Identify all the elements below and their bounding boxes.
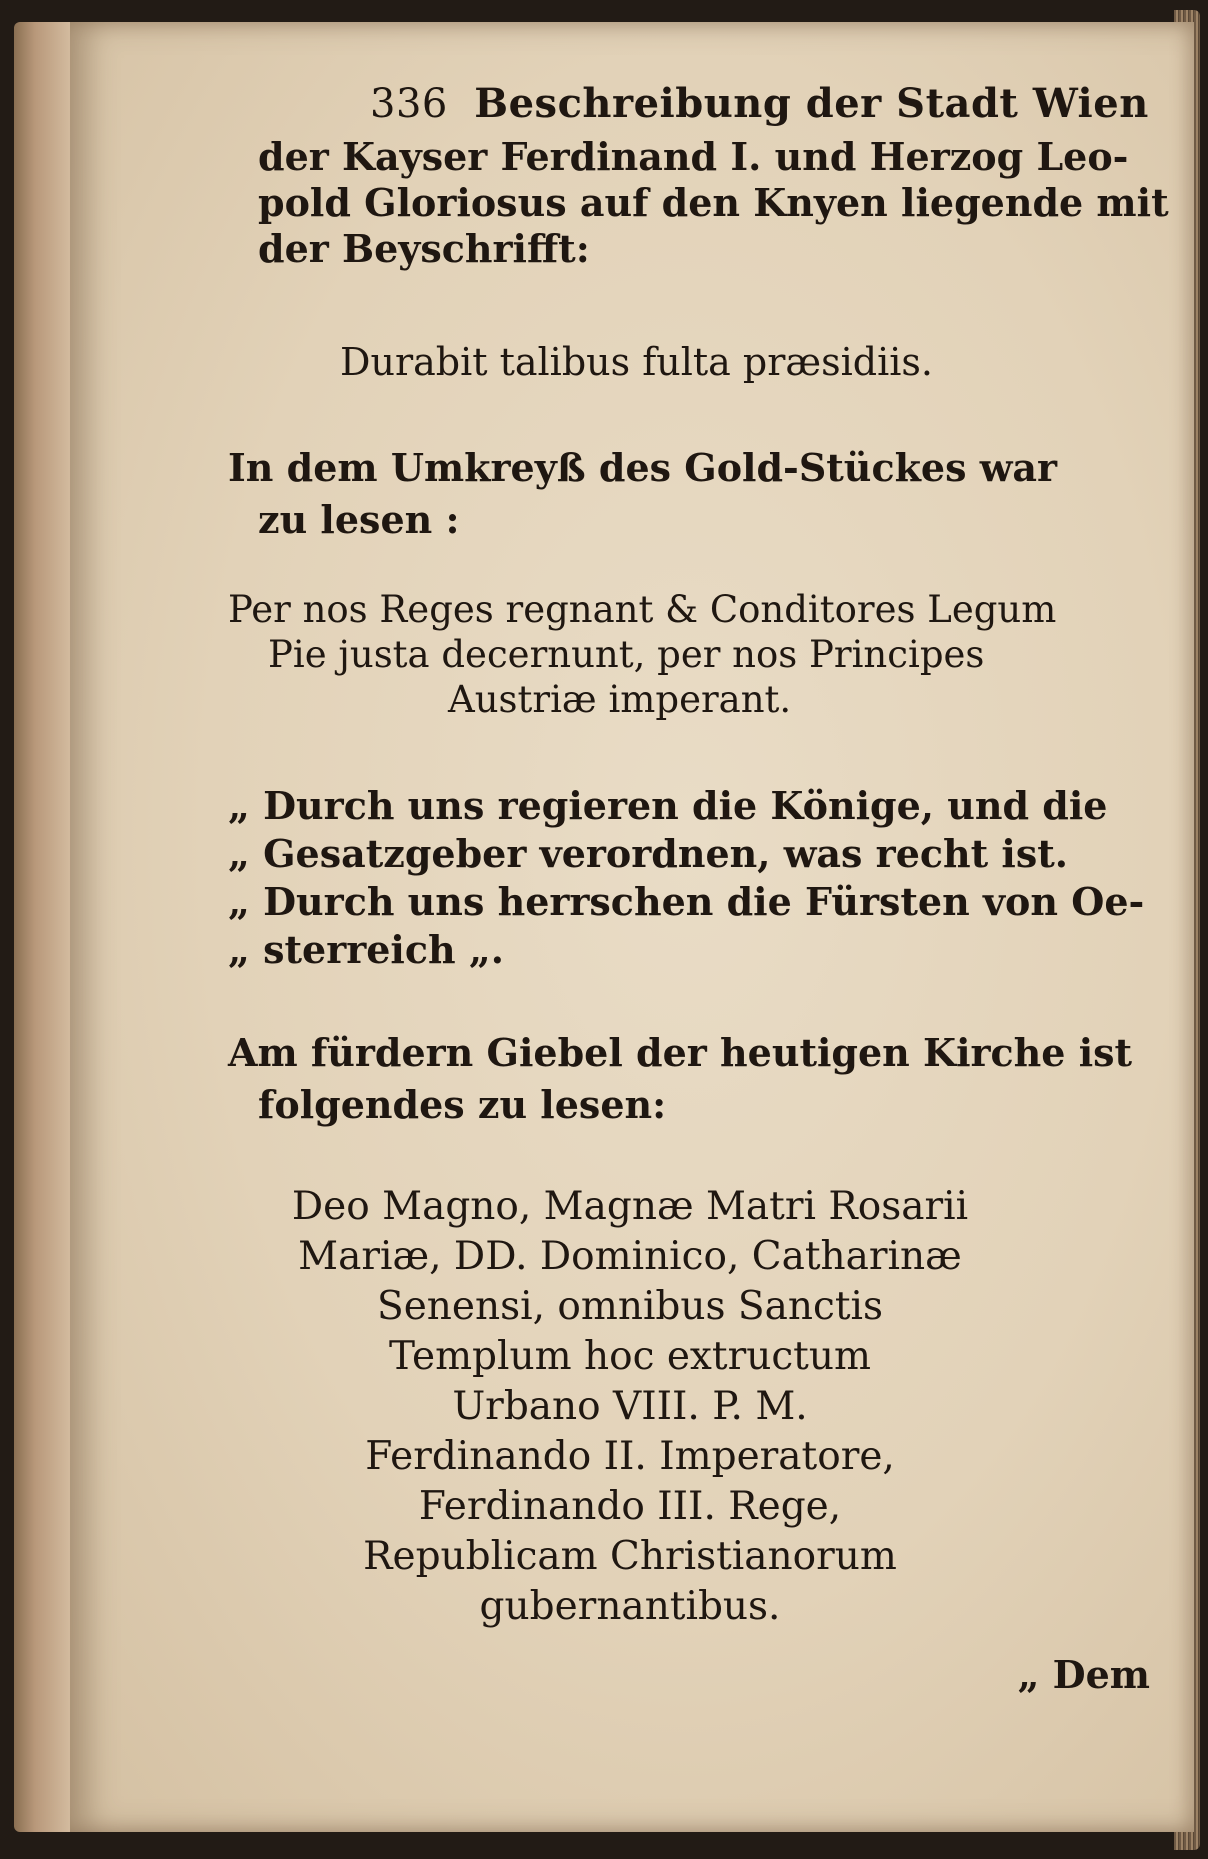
inscription-line: Ferdinando III. Rege, (418, 1484, 842, 1529)
inscription-line: Deo Magno, Magnæ Matri Rosarii (291, 1184, 969, 1229)
text-line: Am fürdern Giebel der heutigen Kirche ist (228, 1030, 1133, 1075)
inscription-line: Senensi, omnibus Sanctis (376, 1284, 884, 1329)
church-inscription (270, 1182, 990, 1632)
inscription-line: Republicam Christianorum (363, 1534, 897, 1579)
text-line: „ Durch uns regieren die Könige, und die (228, 783, 1108, 828)
text-line: „ Gesatzgeber verordnen, was recht ist. (228, 831, 1069, 876)
running-header (370, 80, 1208, 127)
text-line: Austriæ imperant. (448, 678, 792, 721)
text-line: Per nos Reges regnant & Conditores Legum (228, 588, 1057, 631)
text-line: „ Durch uns herrschen die Fürsten von Oe- (228, 879, 1145, 924)
text-line: pold Gloriosus auf den Knyen liegende mit (258, 180, 1169, 225)
text-line: der Beyschrifft: (258, 226, 590, 271)
translation-paragraph (228, 782, 1144, 974)
paragraph-3 (228, 1027, 1132, 1131)
inscription-line: Urbano VIII. P. M. (452, 1384, 808, 1429)
latin-quote-1: Durabit talibus fulta præsidiis. (340, 340, 933, 384)
running-title: Beschreibung der Stadt Wien (474, 80, 1149, 127)
paragraph-2 (228, 442, 1057, 546)
text-line: der Kayser Ferdinand I. und Herzog Leo- (258, 134, 1129, 179)
paragraph-1 (258, 134, 1169, 272)
inscription-line: Ferdinando II. Imperatore, (365, 1434, 895, 1479)
text-line: „ sterreich „. (228, 927, 504, 972)
book-page (70, 22, 1194, 1832)
page-number: 336 (370, 81, 448, 127)
catchword: „ Dem (1017, 1652, 1150, 1697)
text-line: In dem Umkreyß des Gold-Stückes war (228, 445, 1058, 490)
inscription-line: Mariæ, DD. Dominico, Catharinæ (298, 1234, 962, 1279)
book-gutter (14, 22, 74, 1832)
text-line: folgendes zu lesen: (258, 1082, 667, 1127)
text-line: zu lesen : (258, 497, 460, 542)
inscription-line: Templum hoc extructum (389, 1334, 871, 1379)
inscription-line: gubernantibus. (479, 1584, 781, 1629)
text-line: Pie justa decernunt, per nos Principes (268, 633, 985, 676)
latin-quote-2 (228, 587, 1108, 722)
